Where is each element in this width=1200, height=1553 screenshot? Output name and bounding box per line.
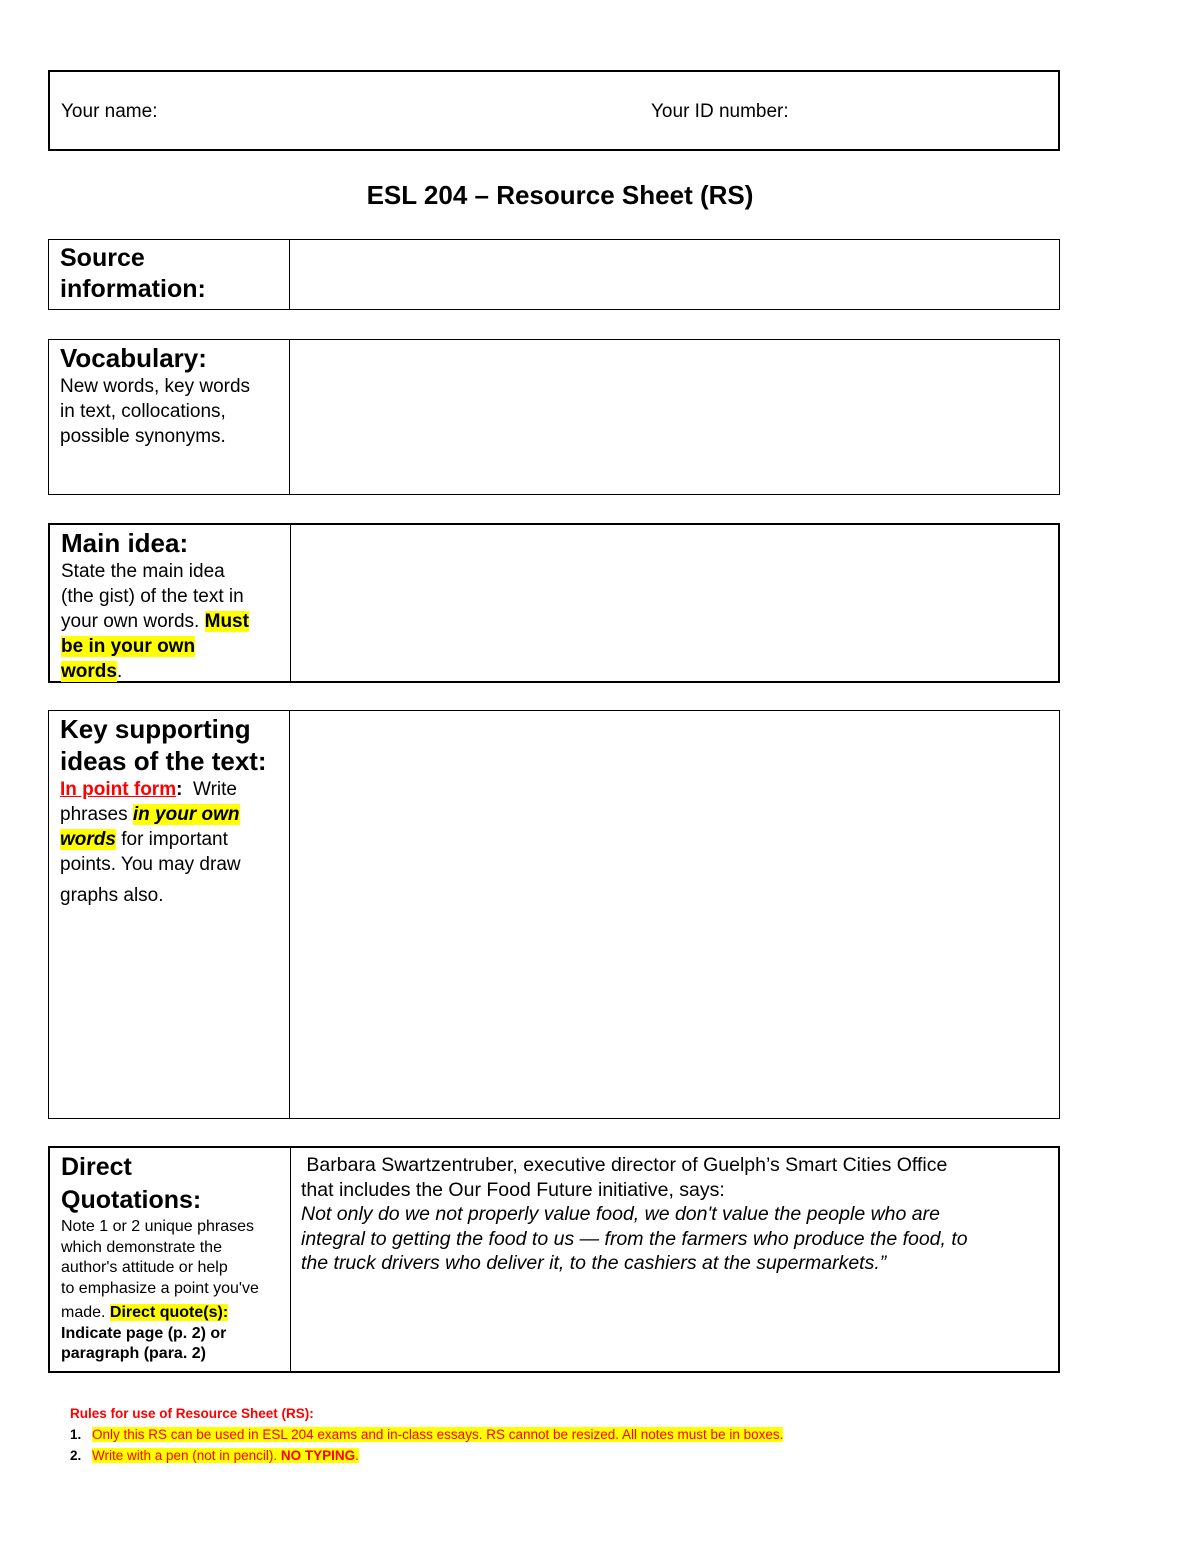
source-information-label-cell xyxy=(49,240,290,309)
vocabulary-label-cell xyxy=(49,340,290,494)
rule-2-period: . xyxy=(355,1448,359,1463)
vocabulary-desc-line3: possible synonyms. xyxy=(60,426,226,447)
source-information-box xyxy=(48,239,1060,310)
source-information-answer-area[interactable] xyxy=(291,240,1059,309)
rules-section xyxy=(70,1403,783,1466)
source-heading-line2: information: xyxy=(60,275,206,303)
rule-item-2 xyxy=(70,1445,783,1466)
quote-text-line3: the truck drivers who deliver it, to the cashiers at the supermarkets.” xyxy=(301,1252,887,1274)
source-heading-line1: Source xyxy=(60,244,145,272)
supporting-desc-line4: points. You may draw xyxy=(60,854,241,875)
in-your-own-highlight: in your own xyxy=(132,804,240,825)
main-idea-desc-line2: (the gist) of the text in xyxy=(61,586,244,607)
own-words-highlight: be in your own xyxy=(61,636,196,657)
made-label: made. xyxy=(61,1304,106,1321)
vocabulary-desc-line1: New words, key words xyxy=(60,376,251,397)
quote-attribution-line2: that includes the Our Food Future initiative, says: xyxy=(301,1178,725,1201)
supporting-desc-line5: graphs also. xyxy=(60,885,164,906)
your-name-label: Your name: xyxy=(61,101,158,122)
rule-text-1: Only this RS can be used in ESL 204 exams and in-class essays. RS cannot be resized. All notes must be in boxes. xyxy=(92,1427,784,1442)
main-idea-desc-line5 xyxy=(61,659,290,684)
vocabulary-heading: Vocabulary: xyxy=(60,343,207,373)
main-idea-period: . xyxy=(116,661,123,682)
main-idea-label-cell xyxy=(50,525,291,681)
main-idea-desc-text: your own words. xyxy=(61,611,200,632)
main-idea-answer-area[interactable] xyxy=(292,525,1058,681)
direct-quotations-box xyxy=(48,1146,1060,1373)
point-form-colon: : xyxy=(176,779,183,800)
direct-quote-highlight: Direct quote(s): xyxy=(109,1304,229,1321)
phrases-label: phrases xyxy=(60,804,128,825)
direct-quotations-label-cell xyxy=(50,1148,291,1371)
main-idea-heading: Main idea: xyxy=(61,528,189,558)
quote-attribution-line1: Barbara Swartzentruber, executive director of Guelph’s Smart Cities Office xyxy=(301,1154,948,1176)
main-idea-box xyxy=(48,523,1060,683)
supporting-heading-line1: Key supporting xyxy=(60,714,251,744)
quotations-desc-line5 xyxy=(61,1303,290,1324)
supporting-desc-line3 xyxy=(60,827,289,852)
supporting-heading-line2: ideas of the text: xyxy=(60,746,267,776)
words-highlight: words xyxy=(61,661,117,682)
supporting-ideas-box xyxy=(48,710,1060,1119)
quotations-indicate-line2: paragraph (para. 2) xyxy=(61,1345,206,1362)
main-idea-desc-line3 xyxy=(61,609,290,634)
rule-number-2: 2. xyxy=(70,1448,82,1463)
quotations-desc-line3: author's attitude or help xyxy=(61,1259,228,1276)
for-important-label: for important xyxy=(121,829,228,850)
rule-number-1: 1. xyxy=(70,1427,82,1442)
quote-text-line2: integral to getting the food to us — from the farmers who produce the food, to xyxy=(301,1227,968,1250)
words-italic-highlight: words xyxy=(60,829,116,850)
quote-text-line1: Not only do we not properly value food, we don't value the people who are xyxy=(301,1203,940,1225)
quotations-heading-line2: Quotations: xyxy=(61,1186,202,1214)
rule-item-1 xyxy=(70,1424,783,1445)
point-form-label: In point form xyxy=(60,779,177,800)
page-title: ESL 204 – Resource Sheet (RS) xyxy=(366,180,754,210)
supporting-ideas-label-cell xyxy=(49,711,290,1118)
quotations-heading-line1: Direct xyxy=(61,1153,132,1181)
main-idea-desc-line4 xyxy=(61,634,290,659)
supporting-desc-line2 xyxy=(60,802,289,827)
no-typing-label: NO TYPING xyxy=(280,1448,356,1463)
quotations-desc-line1: Note 1 or 2 unique phrases xyxy=(61,1218,255,1235)
quotations-desc-line4: to emphasize a point you've xyxy=(61,1279,259,1297)
main-idea-desc-line1: State the main idea xyxy=(61,561,225,582)
your-id-label: Your ID number: xyxy=(651,101,789,122)
vocabulary-desc-line2: in text, collocations, xyxy=(60,401,226,422)
rules-heading: Rules for use of Resource Sheet (RS): xyxy=(70,1406,314,1421)
write-label: Write xyxy=(192,779,237,800)
rule-text-2-wrap xyxy=(92,1448,359,1463)
quotations-desc-line2: which demonstrate the xyxy=(61,1238,222,1256)
must-highlight: Must xyxy=(204,611,249,632)
supporting-ideas-answer-area[interactable] xyxy=(291,711,1059,1118)
vocabulary-box xyxy=(48,339,1060,495)
direct-quotations-answer-area[interactable] xyxy=(292,1148,1058,1371)
supporting-desc-line1 xyxy=(60,777,289,802)
vocabulary-answer-area[interactable] xyxy=(291,340,1059,494)
rule-text-2: Write with a pen (not in pencil). xyxy=(92,1448,278,1463)
quotations-indicate-line1: Indicate page (p. 2) or xyxy=(61,1324,227,1342)
name-id-box xyxy=(48,70,1060,151)
